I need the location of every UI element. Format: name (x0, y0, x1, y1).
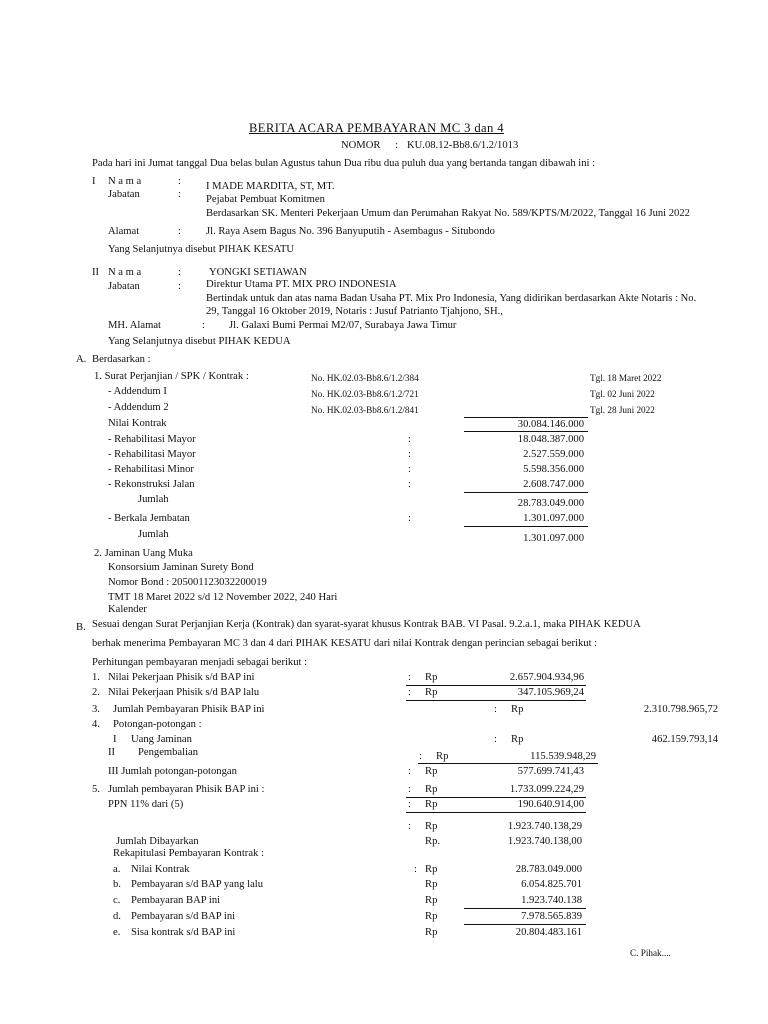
rekap-d-label: Pembayaran s/d BAP ini (131, 911, 236, 922)
rekap-c-value: 1.923.740.138 (521, 895, 582, 906)
jaminan-line-3: TMT 18 Maret 2022 s/d 12 November 2022, 240 Hari (108, 592, 338, 603)
pot-1-label: Uang Jaminan (131, 734, 192, 745)
rekap-a-label: Nilai Kontrak (131, 864, 190, 875)
breakdown-3-colon: : (408, 464, 411, 475)
breakdown-1-colon: : (408, 434, 411, 445)
berkala-colon: : (408, 513, 411, 524)
breakdown-2-label: - Rehabilitasi Mayor (108, 449, 196, 460)
rekap-e-label: Sisa kontrak s/d BAP ini (131, 927, 236, 938)
jaminan-line-1: Konsorsium Jaminan Surety Bond (108, 562, 254, 573)
breakdown-2-value: 2.527.559.000 (523, 449, 584, 460)
rekap-e-num: e. (113, 927, 121, 938)
section-a-label: A. (76, 354, 87, 365)
party2-nama-label: N a m a (108, 267, 142, 278)
rekap-c-num: c. (113, 895, 121, 906)
jaminan-line-4: Kalender (108, 604, 147, 615)
berkala-sum-line (464, 526, 588, 527)
rekap-b-num: b. (113, 879, 121, 890)
addendum-2-date: Tgl. 28 Juni 2022 (590, 405, 655, 415)
party1-alamat-colon: : (178, 226, 181, 237)
rekap-b-label: Pembayaran s/d BAP yang lalu (131, 879, 264, 890)
breakdown-4-value: 2.608.747.000 (523, 479, 584, 490)
pot-2-line (418, 763, 598, 764)
party1-pihak: Yang Selanjutnya disebut PIHAK KESATU (108, 244, 295, 255)
b-item-5-value: 1.733.099.224,29 (509, 784, 584, 795)
total-colon: : (408, 821, 411, 832)
pot-3-rp: Rp (425, 766, 438, 777)
party1-nama-colon: : (178, 176, 181, 187)
nilai-kontrak-value: 30.084.146.000 (517, 419, 584, 430)
contract-number: No. HK.02.03-Bb8.6/1.2/384 (311, 373, 419, 383)
dibayarkan-value: 1.923.740.138,00 (507, 836, 582, 847)
document-title: BERITA ACARA PEMBAYARAN MC 3 dan 4 (249, 121, 504, 135)
breakdown-1-value: 18.048.387.000 (517, 434, 584, 445)
rekap-c-label: Pembayaran BAP ini (131, 895, 221, 906)
party2-alamat-colon: : (202, 320, 205, 331)
b-item-1-line (406, 685, 586, 686)
party2-jabatan: Direktur Utama PT. MIX PRO INDONESIA (206, 279, 397, 290)
party1-alamat: Jl. Raya Asem Bagus No. 396 Banyuputih - Asembagus - Situbondo (206, 226, 495, 237)
pot-3-label: III Jumlah potongan-potongan (108, 766, 237, 777)
pot-3-colon: : (408, 766, 411, 777)
b-item-3-rp: Rp (511, 704, 524, 715)
rekap-d-rp: Rp (425, 911, 438, 922)
rekap-heading: Rekapitulasi Pembayaran Kontrak : (113, 848, 264, 859)
pot-3-value: 577.699.741,43 (517, 766, 584, 777)
b-item-5-colon: : (408, 784, 411, 795)
total-value: 1.923.740.138,29 (507, 821, 582, 832)
nilai-kontrak-bottom-line (464, 431, 588, 432)
b-item-2-colon: : (408, 687, 411, 698)
rekap-b-value: 6.054.825.701 (521, 879, 582, 890)
section-a-heading: Berdasarkan : (92, 354, 151, 365)
rekap-a-rp: Rp (425, 864, 438, 875)
rekap-e-value: 20.804.483.161 (515, 927, 582, 938)
ppn-colon: : (408, 799, 411, 810)
b-item-5-rp: Rp (425, 784, 438, 795)
b-item-1-label: Nilai Pekerjaan Phisik s/d BAP ini (108, 672, 255, 683)
party1-jabatan: Pejabat Pembuat Komitmen (206, 194, 325, 205)
rekap-c-rp: Rp (425, 895, 438, 906)
party1-jabatan-label: Jabatan (108, 189, 140, 200)
breakdown-3-value: 5.598.356.000 (523, 464, 584, 475)
b-item-4-num: 4. (92, 719, 100, 730)
section-b-line-2: berhak menerima Pembayaran MC 3 dan 4 dari PIHAK KESATU dari nilai Kontrak dengan perincian sebagai berikut : (92, 638, 598, 649)
rekap-d-value: 7.978.565.839 (521, 911, 582, 922)
rekap-c-line (464, 908, 586, 909)
contract-date: Tgl. 18 Maret 2022 (590, 373, 662, 383)
b-item-2-value: 347.105.969,24 (517, 687, 584, 698)
party1-nama-label: N a m a (108, 176, 142, 187)
addendum-1-date: Tgl. 02 Juni 2022 (590, 389, 655, 399)
rekap-a-colon: : (414, 864, 417, 875)
pot-1-value: 462.159.793,14 (651, 734, 718, 745)
jumlah-2-label: Jumlah (138, 529, 169, 540)
breakdown-1-label: - Rehabilitasi Mayor (108, 434, 196, 445)
rekap-e-rp: Rp (425, 927, 438, 938)
berkala-value: 1.301.097.000 (523, 513, 584, 524)
party1-jabatan-colon: : (178, 189, 181, 200)
party2-alamat: Jl. Galaxi Bumi Permai M2/07, Surabaya Jawa Timur (229, 320, 457, 331)
contract-label: 1. Surat Perjanjian / SPK / Kontrak : (94, 371, 249, 382)
breakdown-sum-line (464, 492, 588, 493)
ppn-value: 190.640.914,00 (517, 799, 584, 810)
party2-akte-line1: Bertindak untuk dan atas nama Badan Usaha PT. Mix Pro Indonesia, Yang didirikan berdasarkan Akte Notaris : No. (206, 293, 697, 304)
party2-pihak: Yang Selanjutnya disebut PIHAK KEDUA (108, 336, 291, 347)
breakdown-3-label: - Rehabilitasi Minor (108, 464, 194, 475)
b-item-5-num: 5. (92, 784, 100, 795)
pot-1-rp: Rp (511, 734, 524, 745)
b-item-1-num: 1. (92, 672, 100, 683)
party2-nama: YONGKI SETIAWAN (209, 267, 307, 278)
b-item-2-num: 2. (92, 687, 100, 698)
b-item-5-label: Jumlah pembayaran Phisik BAP ini : (108, 784, 265, 795)
ppn-line (406, 812, 586, 813)
b-item-1-value: 2.657.904.934,96 (509, 672, 584, 683)
party2-jabatan-colon: : (178, 281, 181, 292)
nilai-kontrak-label: Nilai Kontrak (108, 418, 167, 429)
ppn-label: PPN 11% dari (5) (108, 799, 184, 810)
pot-1-colon: : (494, 734, 497, 745)
addendum-2-number: No. HK.02.03-Bb8.6/1.2/841 (311, 405, 419, 415)
party2-jabatan-label: Jabatan (108, 281, 140, 292)
b-item-4-label: Potongan-potongan : (113, 719, 202, 730)
nomor-colon: : (395, 140, 398, 151)
party1-sk: Berdasarkan SK. Menteri Pekerjaan Umum dan Perumahan Rakyat No. 589/KPTS/M/2022, Tanggal 16 Juni 2022 (206, 208, 690, 219)
jaminan-line-2: Nomor Bond : 205001123032200019 (108, 577, 267, 588)
rekap-d-num: d. (113, 911, 121, 922)
dibayarkan-rp: Rp. (425, 836, 441, 847)
b-item-3-num: 3. (92, 704, 100, 715)
b-item-5-line (406, 797, 586, 798)
pot-2-rp: Rp (436, 751, 449, 762)
party1-number: I (92, 176, 96, 187)
jumlah-1-label: Jumlah (138, 494, 169, 505)
b-item-3-colon: : (494, 704, 497, 715)
rekap-a-num: a. (113, 864, 121, 875)
b-item-1-colon: : (408, 672, 411, 683)
pot-2-label: Pengembalian (138, 747, 199, 758)
dibayarkan-label: Jumlah Dibayarkan (116, 836, 199, 847)
section-b-line-1: Sesuai dengan Surat Perjanjian Kerja (Kontrak) dan syarat-syarat khusus Kontrak BAB. VI Pasal. 9.2.a.1, maka PIHAK KEDUA (92, 619, 641, 630)
addendum-2-label: - Addendum 2 (108, 402, 169, 413)
addendum-1-number: No. HK.02.03-Bb8.6/1.2/721 (311, 389, 419, 399)
rekap-d-line (464, 924, 586, 925)
b-item-3-label: Jumlah Pembayaran Phisik BAP ini (113, 704, 265, 715)
pot-2-value: 115.539.948,29 (530, 751, 596, 762)
party2-nama-colon: : (178, 267, 181, 278)
rekap-b-rp: Rp (425, 879, 438, 890)
pot-2-num: II (108, 747, 116, 758)
b-item-2-rp: Rp (425, 687, 438, 698)
party2-akte-line2: 29, Tanggal 16 Oktober 2019, Notaris : Jusuf Patrianto Tjahjono, SH., (206, 306, 503, 317)
addendum-1-label: - Addendum I (108, 386, 167, 397)
berkala-label: - Berkala Jembatan (108, 513, 190, 524)
nomor-label: NOMOR (341, 140, 381, 151)
breakdown-4-colon: : (408, 479, 411, 490)
nomor-value: KU.08.12-Bb8.6/1.2/1013 (407, 140, 519, 151)
pot-1-num: I (113, 734, 117, 745)
rekap-a-value: 28.783.049.000 (515, 864, 582, 875)
intro-text: Pada hari ini Jumat tanggal Dua belas bulan Agustus tahun Dua ribu dua puluh dua yang bertanda tangan dibawah ini : (92, 158, 596, 169)
pot-2-colon: : (419, 751, 422, 762)
perhitungan-heading: Perhitungan pembayaran menjadi sebagai berikut : (92, 657, 308, 668)
ppn-rp: Rp (425, 799, 438, 810)
jumlah-2-value: 1.301.097.000 (523, 533, 584, 544)
total-rp: Rp (425, 821, 438, 832)
b-item-2-label: Nilai Pekerjaan Phisik s/d BAP lalu (108, 687, 260, 698)
jaminan-heading: 2. Jaminan Uang Muka (94, 548, 193, 559)
b-item-2-line (406, 700, 586, 701)
party1-alamat-label: Alamat (108, 226, 140, 237)
next-page-marker: C. Pihak.... (630, 948, 671, 958)
jumlah-1-value: 28.783.049.000 (517, 498, 584, 509)
party2-alamat-label: MH. Alamat (108, 320, 161, 331)
section-b-label: B. (76, 622, 86, 633)
b-item-3-value: 2.310.798.965,72 (643, 704, 718, 715)
party1-nama: I MADE MARDITA, ST, MT. (206, 181, 335, 192)
b-item-1-rp: Rp (425, 672, 438, 683)
breakdown-2-colon: : (408, 449, 411, 460)
party2-number: II (92, 267, 100, 278)
breakdown-4-label: - Rekonstruksi Jalan (108, 479, 195, 490)
nilai-kontrak-top-line (464, 417, 588, 418)
